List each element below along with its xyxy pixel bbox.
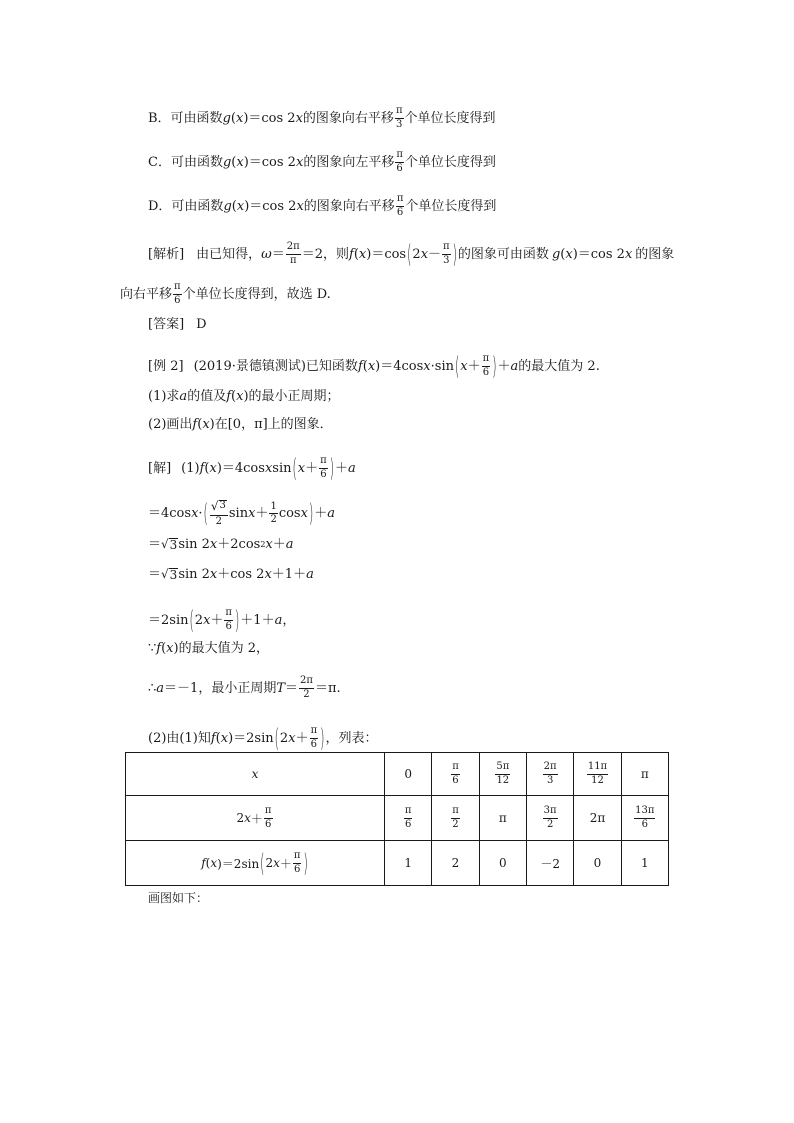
fraction: $\frac{5\pi}{12}$	[496, 761, 510, 786]
option-c: C．可由函数 g ( x )＝cos 2 x 的图象向左平移 $\frac{\pi}{6}$ 个单位长度得到	[148, 149, 496, 174]
example-2-statement: [例 2] (2019·景德镇测试)已知函数 f ( x )＝4cos x ·sin ( x ＋ $\frac{\pi}{6}$ ) ＋ a 的最大值为 2.	[148, 351, 600, 381]
analysis-line-2: 向右平移 $\frac{\pi}{6}$ 个单位长度得到，故选 D.	[120, 281, 331, 306]
fraction: $\frac{13\pi}{6}$	[635, 805, 655, 830]
table-cell	[526, 753, 573, 796]
fraction: $\frac{\pi}{6}$	[293, 850, 301, 875]
table-cell: 0	[385, 753, 432, 796]
analysis-tag: [解析]	[148, 246, 185, 262]
solution-step-5: ＝2sin ( 2 x ＋ $\frac{\pi}{6}$ ) ＋1＋ a ，	[148, 605, 296, 635]
table-cell: π	[479, 796, 526, 841]
fraction: $\frac{\pi}{6}$	[396, 149, 403, 174]
answer: [答案] D	[148, 317, 207, 332]
fraction: $\frac{\pi}{6}$	[452, 761, 459, 786]
table-head-f: f ( x )＝2sin ( 2 x ＋ $\frac{\pi}{6}$ )	[126, 841, 385, 886]
analysis-line-1: [解析] 由已知得， ω ＝ $\frac{2\pi}{\pi}$ ＝2，则 f ( x )＝cos ( 2 x － $\frac{\pi}{3}$ ) 的图象可由函数 g ( x )＝cos 2 x 的图象	[148, 239, 675, 269]
option-b: B．可由函数 g ( x )＝cos 2 x 的图象向右平移 $\frac{\pi}{3}$ 个单位长度得到	[148, 105, 496, 130]
table-cell	[479, 753, 526, 796]
table-cell	[526, 796, 573, 841]
draw-caption: 画图如下：	[148, 891, 209, 905]
fraction: $\frac{\pi}{2}$	[452, 805, 459, 830]
table-cell: 2	[432, 841, 479, 886]
fraction: $\frac{2\pi}{\pi}$	[286, 241, 300, 266]
table-cell	[432, 796, 479, 841]
table-cell: π	[621, 753, 668, 796]
fraction: $\frac{\pi}{6}$	[320, 455, 327, 480]
table-cell: 0	[479, 841, 526, 886]
fraction: $\frac{\pi}{6}$	[225, 607, 232, 632]
fraction: √ 3 2	[210, 499, 226, 527]
table-cell: 2π	[574, 796, 621, 841]
fraction: $\frac{\pi}{6}$	[264, 805, 272, 830]
solution-step-6: ∵ f ( x )的最大值为 2，	[148, 641, 269, 656]
table-cell	[574, 753, 621, 796]
fraction: $\frac{1}{2}$	[270, 500, 277, 525]
fraction: $\frac{\pi}{6}$	[396, 193, 404, 218]
fraction: $\frac{\pi}{6}$	[482, 353, 490, 378]
solution-step-1: [解] (1) f ( x )＝4cos x sin ( x ＋ $\frac{\pi}{6}$ ) ＋ a	[148, 453, 356, 483]
table-row-f	[126, 841, 669, 886]
table-cell	[432, 753, 479, 796]
solution-step-2: ＝4cos x · ( √ 3 2 sin x ＋ $\frac{1}{2}$ cos x ) ＋ a	[148, 498, 336, 529]
question-2: (2)画出 f ( x )在[0，π]上的图象．	[148, 417, 333, 432]
table-cell: 0	[574, 841, 621, 886]
table-head-u: 2 x ＋ $\frac{\pi}{6}$	[126, 796, 385, 841]
table-cell: －2	[526, 841, 573, 886]
fraction: $\frac{2\pi}{2}$	[300, 675, 313, 700]
table-cell	[621, 796, 668, 841]
solution-step-7: ∴ a ＝－1，最小正周期 T ＝ $\frac{2\pi}{2}$ ＝π.	[148, 675, 341, 700]
solution-step-3: ＝ √ 3 sin 2 x ＋2cos 2 x ＋ a	[148, 537, 294, 552]
question-1: (1)求 a 的值及 f ( x )的最小正周期；	[148, 389, 340, 404]
table-cell: 1	[385, 841, 432, 886]
table-cell	[385, 796, 432, 841]
solution-part-2: (2)由(1)知 f ( x )＝2sin ( 2 x ＋ $\frac{\pi}{6}$ ) ，列表：	[148, 723, 378, 753]
fraction: $\frac{\pi}{3}$	[443, 241, 450, 266]
table-row-u	[126, 796, 669, 841]
fraction: $\frac{11\pi}{12}$	[587, 761, 608, 786]
fraction: $\frac{\pi}{6}$	[404, 805, 412, 830]
option-d: D．可由函数 g ( x )＝cos 2 x 的图象向右平移 $\frac{\pi}{6}$ 个单位长度得到	[148, 193, 497, 218]
table-cell: 1	[621, 841, 668, 886]
fraction: $\frac{2\pi}{3}$	[543, 761, 557, 786]
table-row-x	[126, 753, 669, 796]
solution-step-4: ＝ √ 3 sin 2 x ＋cos 2 x ＋1＋ a	[148, 567, 314, 582]
table-head-x: x	[126, 753, 385, 796]
fraction: $\frac{\pi}{6}$	[310, 725, 318, 750]
fraction: $\frac{\pi}{6}$	[174, 281, 181, 306]
value-table	[125, 752, 669, 886]
fraction: $\frac{3\pi}{2}$	[543, 805, 557, 830]
fraction: $\frac{\pi}{3}$	[395, 105, 403, 130]
